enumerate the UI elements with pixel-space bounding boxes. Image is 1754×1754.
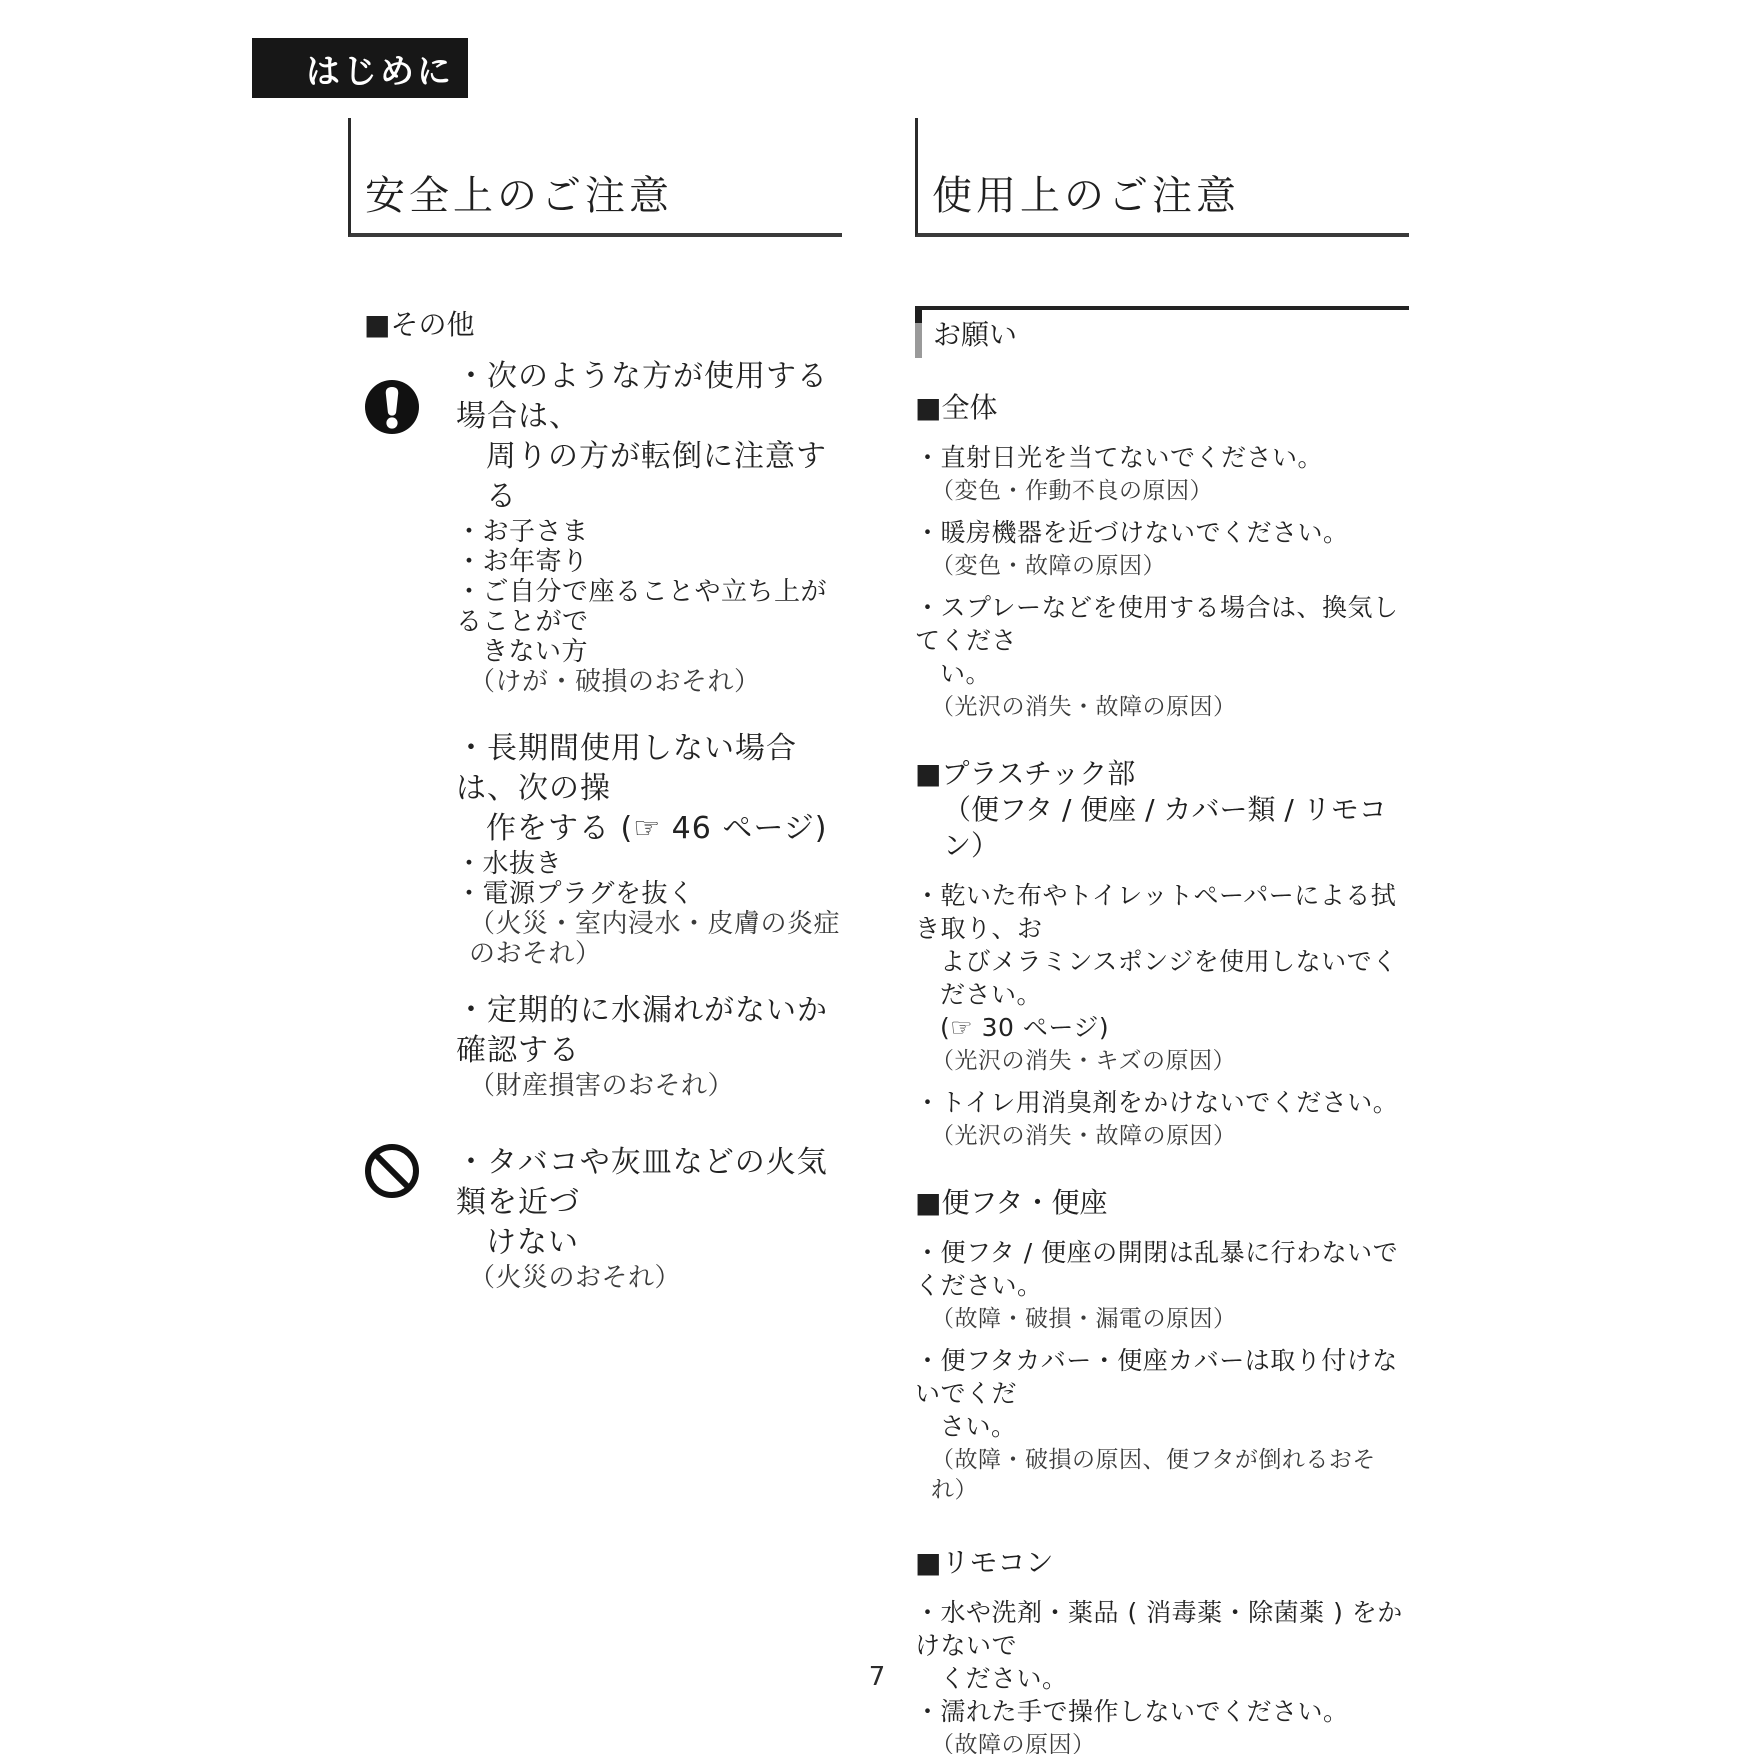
caution-sub-item: ・電源プラグを抜く [456, 879, 695, 909]
bullet-reason: （故障・破損の原因、便フタが倒れるおそれ） [931, 1447, 1376, 1503]
bullet-line: ・乾いた布やトイレットペーパーによる拭き取り、お [915, 881, 1397, 943]
usage-precautions-column [915, 118, 1409, 1754]
others-section-heading: ■その他 [364, 308, 475, 341]
page-number: 7 [868, 1662, 886, 1692]
caution-item-text [456, 991, 842, 1101]
caution-reason: （火災のおそれ） [469, 1263, 682, 1293]
caution-line: 周りの方が転倒に注意する [486, 439, 827, 514]
caution-line: けない [486, 1225, 579, 1260]
caution-item-text [456, 1143, 842, 1293]
icon-spacer [364, 991, 456, 1101]
icon-spacer [364, 729, 456, 969]
caution-reason: （火災・室内浸水・皮膚の炎症のおそれ） [469, 909, 841, 969]
safety-title-block [348, 118, 842, 237]
bullet-line: ください。 [940, 1664, 1068, 1693]
bullet-reason: （故障の原因） [931, 1732, 1096, 1754]
caution-line: ・長期間使用しない場合は、次の操 [456, 731, 797, 806]
bullet-line: ・暖房機器を近づけないでください。 [915, 518, 1349, 547]
caution-reason: （財産損害のおそれ） [469, 1071, 735, 1101]
bullet-reason: （光沢の消失・故障の原因） [931, 1123, 1237, 1149]
section-remote-control [915, 1545, 1409, 1754]
safety-body [348, 307, 842, 1293]
section-subheading: （便フタ / 便座 / カバー類 / リモコン） [943, 793, 1387, 862]
section-bullets [915, 879, 1409, 1151]
caution-sub-item: ・お子さま [456, 517, 589, 547]
section-heading: ■リモコン [915, 1546, 1054, 1579]
prohibition-icon [364, 1143, 420, 1199]
bullet-line: よびメラミンスポンジを使用しないでください。 [940, 947, 1398, 1009]
safety-precautions-column [348, 118, 842, 1293]
caution-sub-item: ・ご自分で座ることや立ち上がることがで [456, 577, 828, 637]
usage-title-block [915, 118, 1409, 237]
bullet-reason: （故障・破損・漏電の原因） [931, 1306, 1237, 1332]
icon-slot [364, 357, 456, 697]
caution-item-users [364, 357, 842, 697]
caution-sub-item: ・お年寄り [456, 547, 589, 577]
bullet-line: (☞ 30 ページ) [940, 1013, 1110, 1042]
caution-line: ・次のような方が使用する場合は、 [456, 359, 828, 434]
bullet-reason: （変色・故障の原因） [931, 553, 1166, 579]
caution-line: ・タバコや灰皿などの火気類を近づ [456, 1145, 828, 1220]
bullet-line: さい。 [940, 1412, 1017, 1441]
bullet-line: ・トイレ用消臭剤をかけないでください。 [915, 1088, 1399, 1117]
caution-item-fire [364, 1143, 842, 1293]
safety-title: 安全上のご注意 [365, 173, 673, 219]
usage-title: 使用上のご注意 [932, 173, 1240, 219]
caution-sub-item: ・水抜き [456, 849, 563, 879]
bullet-line: ・便フタ / 便座の開閉は乱暴に行わないでください。 [915, 1238, 1399, 1300]
caution-item-text [456, 357, 842, 697]
bullet-reason: （光沢の消失・故障の原因） [931, 694, 1237, 720]
caution-item-text [456, 729, 842, 969]
mandatory-attention-icon [364, 379, 420, 435]
section-heading: ■全体 [915, 391, 998, 424]
section-bullets [915, 441, 1409, 722]
chapter-badge-label: はじめに [306, 51, 454, 92]
notice-label: お願い [933, 318, 1018, 351]
caution-line: ・定期的に水漏れがないか確認する [456, 993, 828, 1068]
caution-line: 作をする (☞ 46 ページ) [486, 811, 828, 846]
bullet-reason: （変色・作動不良の原因） [931, 478, 1213, 504]
icon-slot [364, 1143, 456, 1293]
section-overall [915, 390, 1409, 722]
section-plastic-parts [915, 756, 1409, 1151]
notice-box [915, 306, 1409, 362]
section-bullets [915, 1236, 1409, 1505]
section-heading: ■プラスチック部 [915, 757, 1136, 790]
bullet-line: い。 [940, 659, 992, 688]
caution-item-long-term [364, 729, 842, 969]
section-heading: ■便フタ・便座 [915, 1186, 1108, 1219]
bullet-line: ・スプレーなどを使用する場合は、換気してくださ [915, 593, 1399, 655]
caution-item-leak-check [364, 991, 842, 1101]
bullet-reason: （光沢の消失・キズの原因） [931, 1048, 1237, 1074]
caution-sub-item: きない方 [482, 637, 589, 667]
bullet-line: ・直射日光を当てないでください。 [915, 443, 1324, 472]
bullet-line: ・便フタカバー・便座カバーは取り付けないでくだ [915, 1346, 1398, 1408]
caution-reason: （けが・破損のおそれ） [469, 667, 761, 697]
chapter-badge [252, 38, 468, 98]
bullet-line: ・水や洗剤・薬品 ( 消毒薬・除菌薬 ) をかけないで [915, 1598, 1403, 1660]
section-lid-seat [915, 1185, 1409, 1505]
bullet-line: ・濡れた手で操作しないでください。 [915, 1697, 1349, 1726]
